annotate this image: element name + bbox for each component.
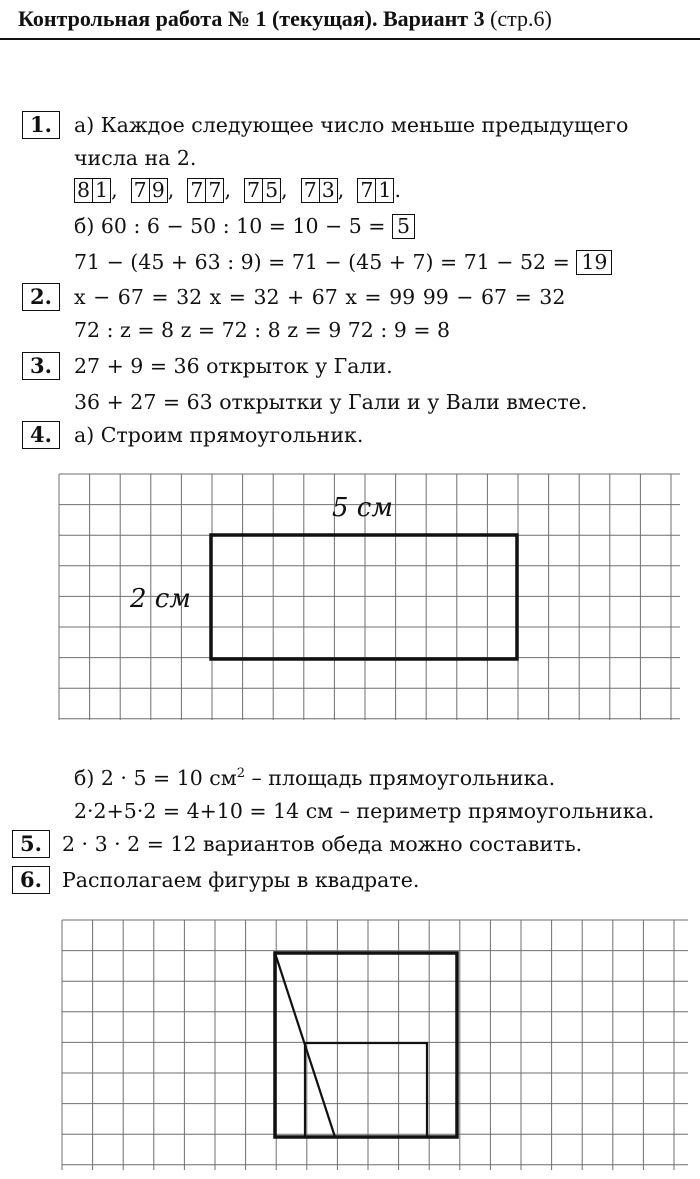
task-5-line-1: 2 · 3 · 2 = 12 вариантов обеда можно составить. (62, 832, 583, 856)
height-label: 2 см (130, 584, 191, 614)
task-3-line-2: 36 + 27 = 63 открытки у Гали и у Вали вместе. (74, 390, 588, 414)
task-2-number: 2. (22, 283, 60, 311)
grid-paper-2 (62, 920, 688, 1170)
task-4-b-line-2: 2·2+5·2 = 4+10 = 14 см – периметр прямоугольника. (74, 799, 655, 823)
inner-rectangle-figure (305, 1043, 427, 1137)
answer-box: 19 (576, 250, 612, 275)
sequence-number: 7 3 (301, 176, 338, 204)
task-4-b-line-1: б) 2 · 5 = 10 $см^2$ – площадь прямоугольника. (74, 766, 556, 790)
sequence-number: 7 7 (187, 176, 224, 204)
task-6-line-1: Располагаем фигуры в квадрате. (62, 868, 420, 892)
page-number: (стр.6) (490, 6, 552, 31)
sequence-number: 7 1 (357, 176, 394, 204)
sequence-number: 7 5 (244, 176, 281, 204)
task-6-number: 6. (12, 866, 50, 894)
task-3-number: 3. (22, 352, 60, 380)
task-2-line-1: x − 67 = 32 x = 32 + 67 x = 99 99 − 67 = 32 (74, 285, 566, 309)
task-4-a-line: а) Строим прямоугольник. (74, 423, 364, 447)
task-2-line-2: 72 : z = 8 z = 72 : 8 z = 9 72 : 9 = 8 (74, 318, 451, 342)
task-3-line-1: 27 + 9 = 36 открыток у Гали. (74, 354, 393, 378)
task-1-number: 1. (22, 111, 60, 139)
sequence-number: 7 9 (131, 176, 168, 204)
task-1-a-line-1: а) Каждое следующее число меньше предыдущего (74, 113, 629, 137)
task-1-c-line: 71 − (45 + 63 : 9) = 71 − (45 + 7) = 71 − 52 = 19 (74, 248, 612, 276)
width-label: 5 см (332, 493, 393, 523)
task-1-b-line: б) 60 : 6 − 50 : 10 = 10 − 5 = 5 (74, 212, 415, 240)
task-4-number: 4. (22, 421, 60, 449)
task-1-a-line-2: числа на 2. (74, 146, 197, 170)
task-1-sequence: 8 1 , 7 9 , 7 7 , 7 5 , 7 3 , 7 1 . (74, 176, 401, 204)
answer-box: 5 (392, 214, 415, 239)
page-title: Контрольная работа № 1 (текущая). Вариант 3 (18, 6, 485, 31)
sequence-number: 8 1 (74, 176, 111, 204)
task-5-number: 5. (12, 830, 50, 858)
rectangle-figure (211, 535, 517, 659)
